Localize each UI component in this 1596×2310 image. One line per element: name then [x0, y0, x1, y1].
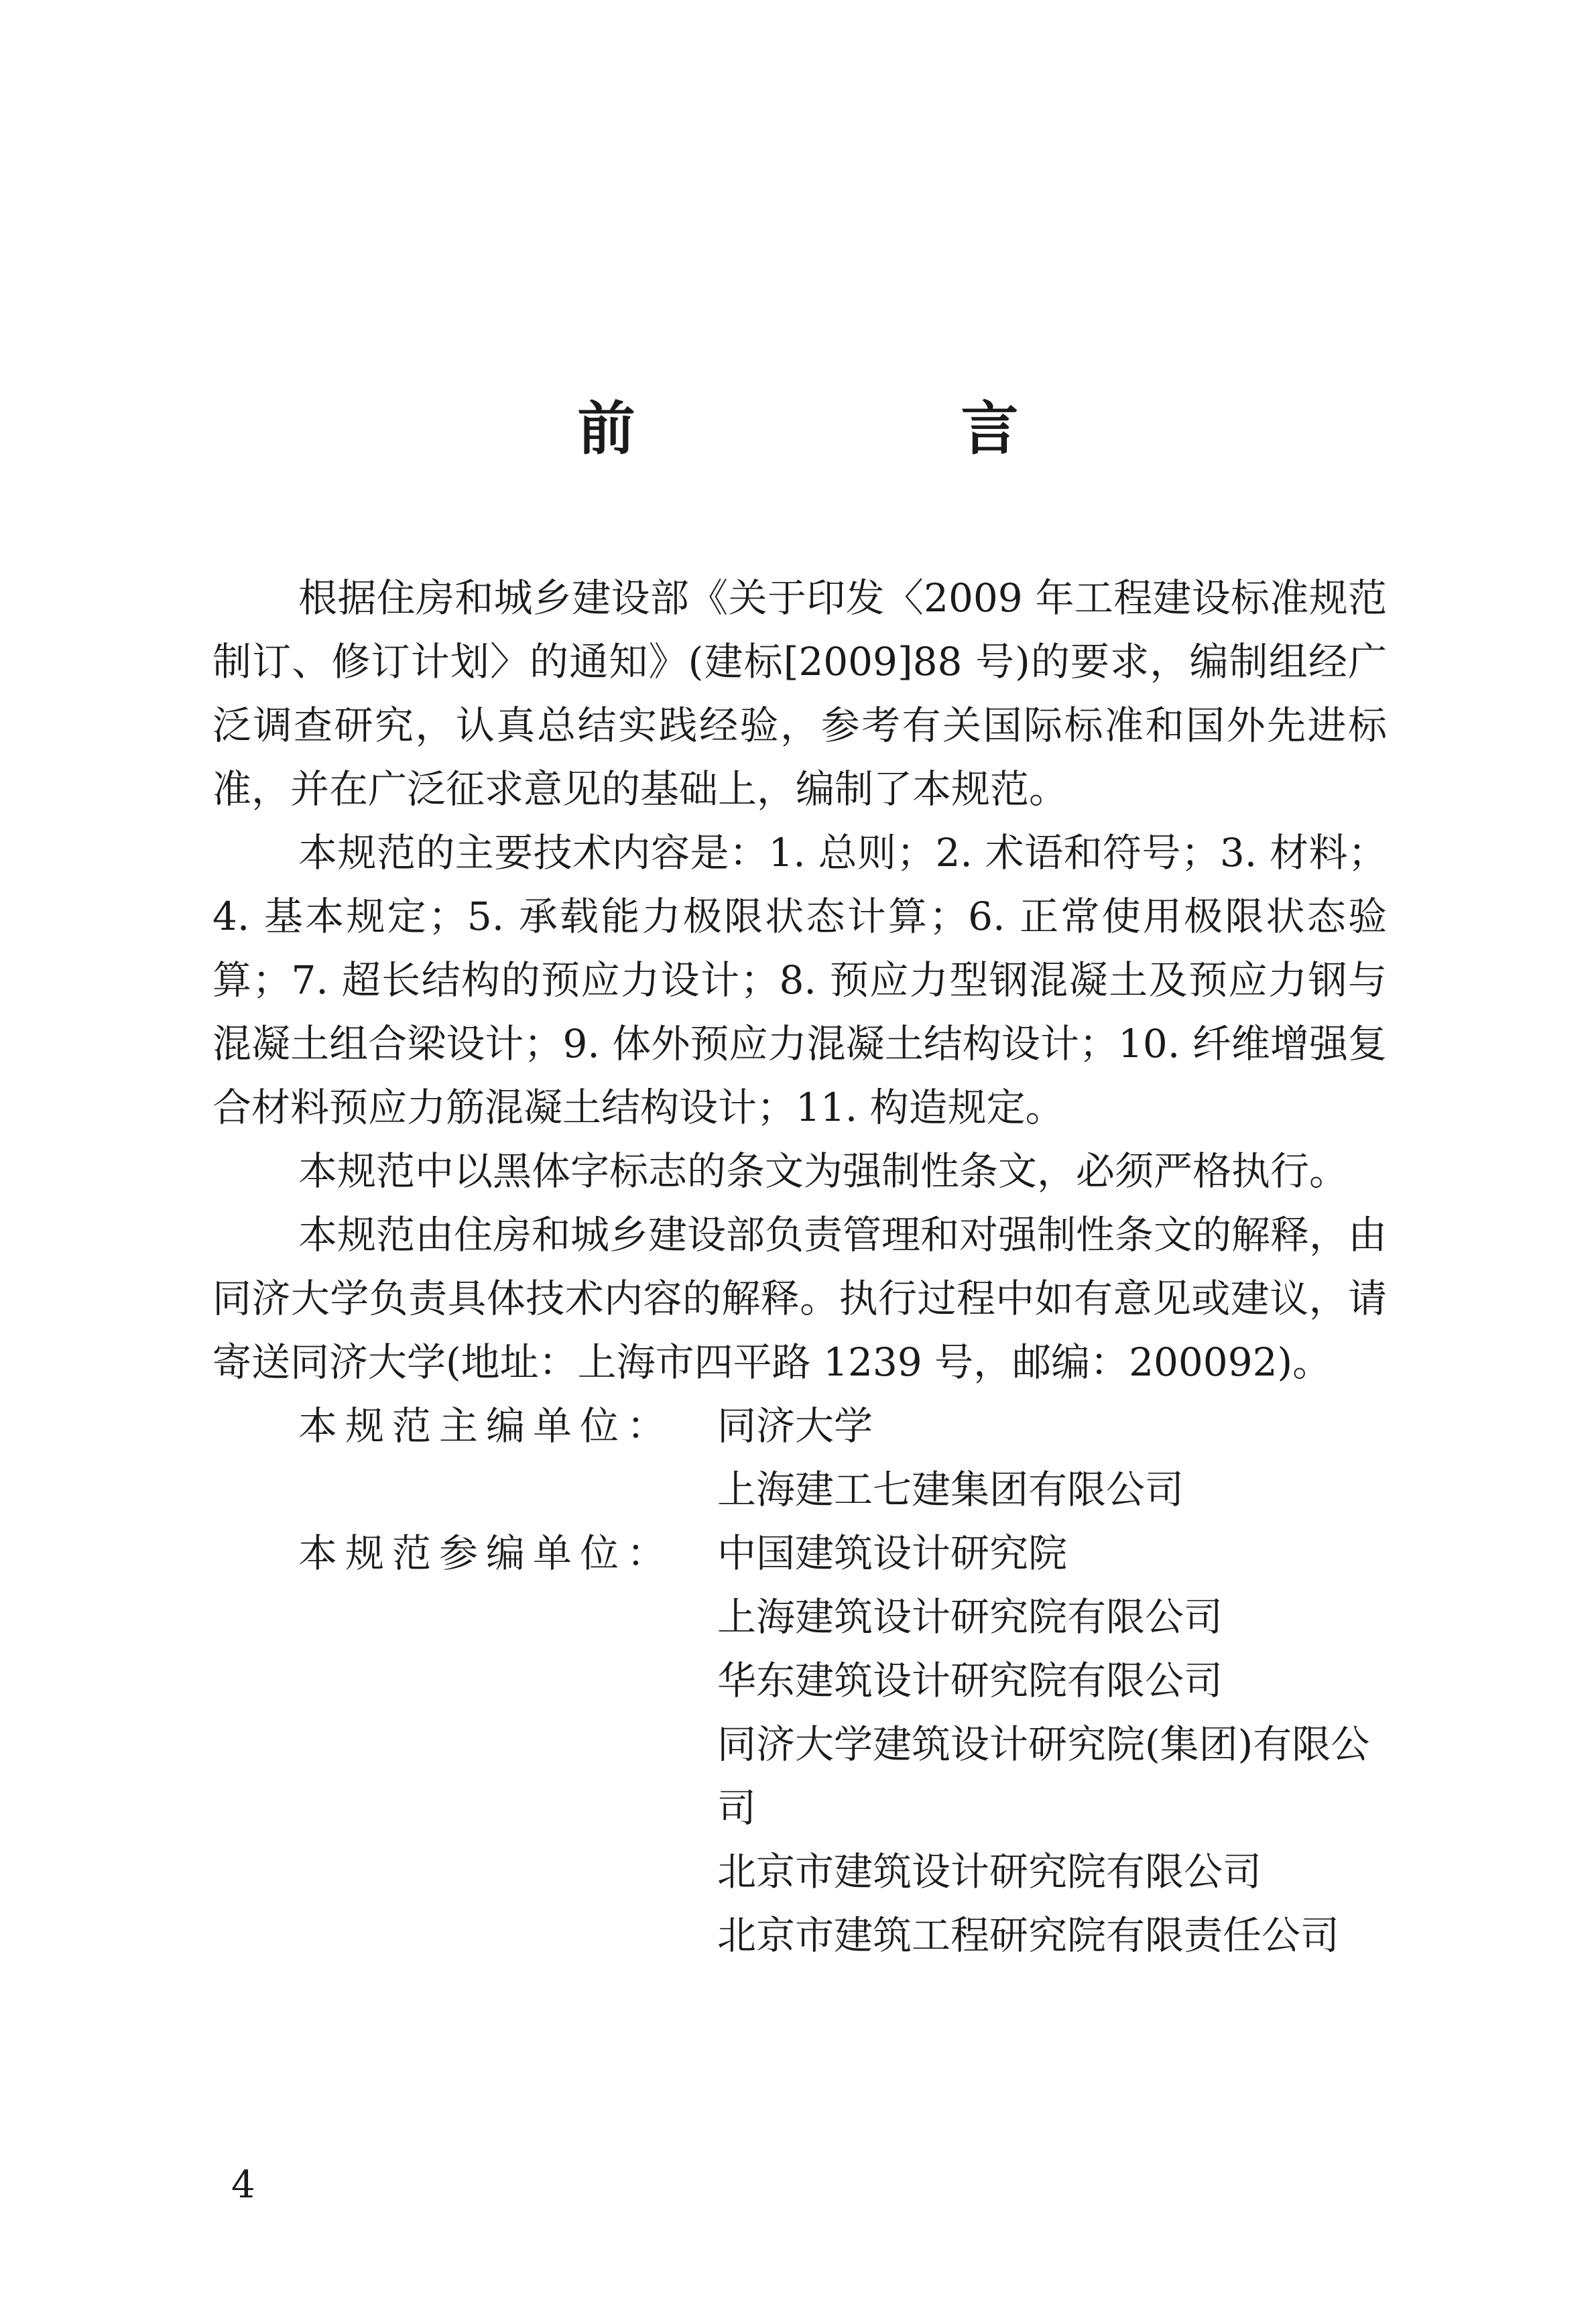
participating-units-label: 本规范参编单位： [298, 1530, 674, 1576]
list-item: 上海建筑设计研究院有限公司 [717, 1594, 1223, 1640]
paragraph-contents: 本规范的主要技术内容是：1. 总则；2. 术语和符号；3. 材料；4. 基本规定；5. 承载能力极限状态计算；6. 正常使用极限状态验算；7. 超长结构的预应力设计；8. 预应力型钢混凝土及预应力钢与混凝土组合梁设计；9. 体外预应力混凝土结构设计；10. 纤维增强复合材料预应力筋混凝土结构设计；11. 构造规定。 [212, 830, 1387, 1130]
list-item: 中国建筑设计研究院 [717, 1530, 1068, 1576]
paragraph-management: 本规范由住房和城乡建设部负责管理和对强制性条文的解释，由同济大学负责具体技术内容的解释。执行过程中如有意见或建议，请寄送同济大学(地址：上海市四平路 1239 号，邮编：200092)。 [212, 1212, 1388, 1385]
page-number: 4 [231, 2163, 255, 2207]
paragraph-mandatory: 本规范中以黑体字标志的条文为强制性条文，必须严格执行。 [298, 1148, 1349, 1194]
chief-units-label: 本规范主编单位： [298, 1403, 674, 1449]
page-title: 前 言 [577, 395, 1153, 463]
participating-units-list [717, 1522, 1387, 1967]
chief-units-block [298, 1394, 1387, 1522]
chief-units-list [717, 1394, 1387, 1522]
list-item: 华东建筑设计研究院有限公司 [717, 1658, 1223, 1703]
list-item: 北京市建筑设计研究院有限公司 [717, 1849, 1262, 1894]
list-item: 同济大学建筑设计研究院(集团)有限公司 [717, 1721, 1370, 1831]
body-text [212, 566, 1387, 1967]
list-item: 同济大学 [717, 1403, 873, 1449]
units-section [298, 1394, 1387, 1967]
participating-units-block [298, 1522, 1387, 1967]
paragraph-basis: 根据住房和城乡建设部《关于印发〈2009 年工程建设标准规范制订、修订计划〉的通知》(建标[2009]88 号)的要求，编制组经广泛调查研究，认真总结实践经验，参考有关国际标准和国外先进标准，并在广泛征求意见的基础上，编制了本规范。 [212, 575, 1387, 812]
list-item: 北京市建筑工程研究院有限责任公司 [717, 1912, 1340, 1958]
list-item: 上海建工七建集团有限公司 [717, 1467, 1184, 1512]
